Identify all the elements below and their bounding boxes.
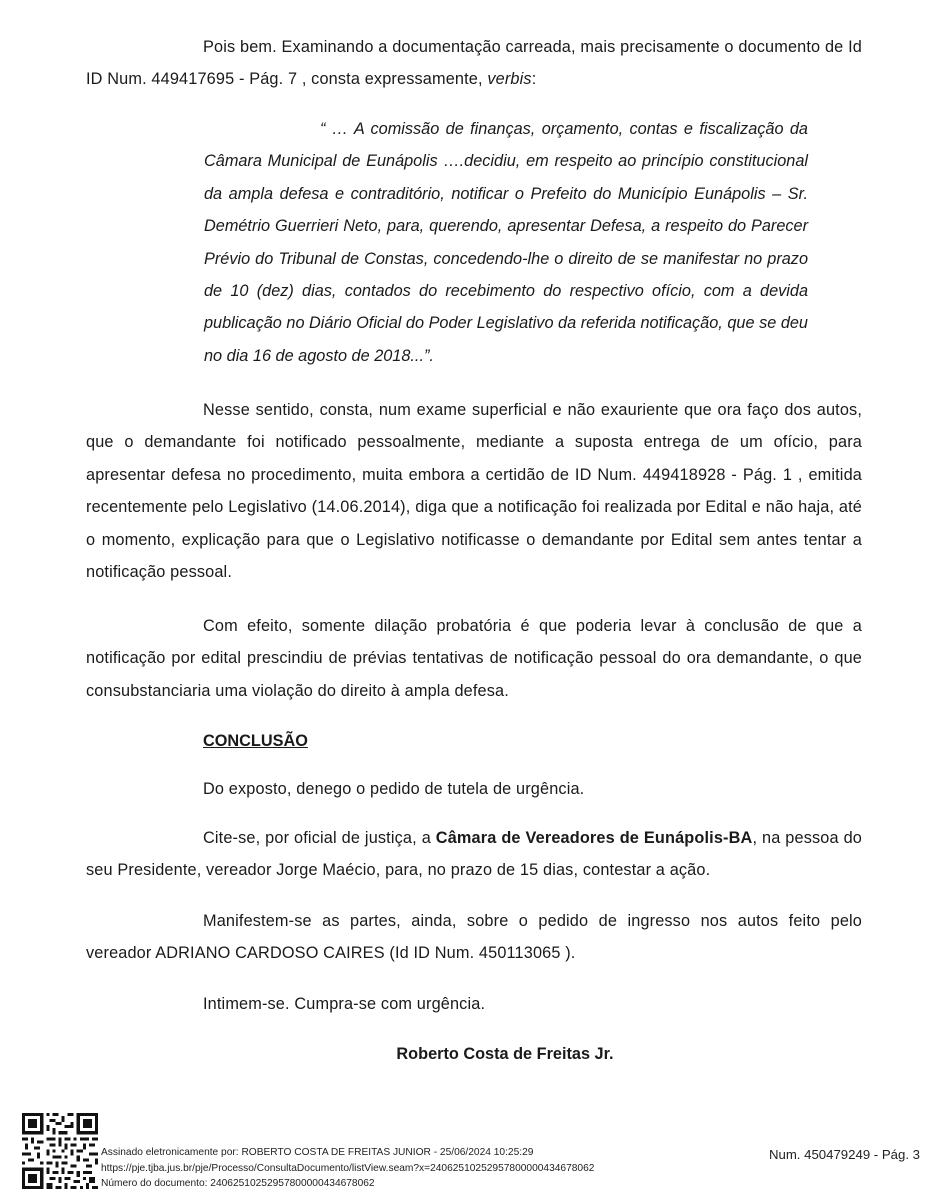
paragraph-notification: Nesse sentido, consta, num exame superficial e não exauriente que ora faço dos autos, que o demandante foi notificado pessoalmente, mediante a suposta entrega de um ofício, para apresentar defesa no procedimento, muita embora a certidão de ID Num. 449418928 - Pág. 1 , emitida recentemente pelo Legislativo (14.06.2014), diga que a notificação foi realizada por Edital e não haja, até o momento, explicação para que o Legislativo notificasse o demandante por Edital sem antes tentar a notificação pessoal.: [86, 401, 862, 582]
paragraph-citation-rest: , na pessoa do seu Presidente, vereador Jorge Maécio, para, no prazo de 15 dias, contestar a ação.: [86, 829, 863, 880]
paragraph-intimation: Intimem-se. Cumpra-se com urgência.: [203, 995, 486, 1013]
paragraph-citation: [86, 822, 862, 887]
paragraph-denial: Do exposto, denego o pedido de tutela de urgência.: [203, 780, 585, 798]
verification-url[interactable]: https://pje.tjba.jus.br/pje/Processo/ConsultaDocumento/listView.seam?x=24062510252957800000434678062: [101, 1162, 595, 1174]
judge-signature: Roberto Costa de Freitas Jr.: [396, 1045, 614, 1063]
paragraph-documentation: [86, 31, 862, 96]
qr-code-icon: [22, 1113, 98, 1189]
section-heading-conclusion: CONCLUSÃO: [203, 732, 308, 750]
document-number-line: Número do documento: 24062510252957800000434678062: [101, 1178, 375, 1189]
paragraph-citation-text: Cite-se, por oficial de justiça, a: [203, 829, 436, 847]
paragraph-documentation-text: Pois bem. Examinando a documentação carreada, mais precisamente o documento de Id ID Num. 449417695 - Pág. 7 , consta expressamente,: [86, 38, 862, 89]
page-reference: Num. 450479249 - Pág. 3: [768, 1147, 920, 1162]
paragraph-documentation-colon: :: [531, 70, 537, 89]
paragraph-parties: Manifestem-se as partes, ainda, sobre o pedido de ingresso nos autos feito pelo vereador ADRIANO CARDOSO CAIRES (Id ID Num. 450113065 ).: [86, 912, 862, 963]
block-quote: “ … A comissão de finanças, orçamento, contas e fiscalização da Câmara Municipal de Eunápolis ….decidiu, em respeito ao princípio constitucional da ampla defesa e contraditório, notificar o Prefeito do Município Eunápolis – Sr. Demétrio Guerrieri Neto, para, querendo, apresentar Defesa, a respeito do Parecer Prévio do Tribunal de Constas, concedendo-lhe o direito de se manifestar no prazo de 10 (dez) dias, contados do recebimento do respectivo ofício, com a devida publicação no Diário Oficial do Poder Legislativo da referida notificação, que se deu no dia 16 de agosto de 2018...”.: [204, 120, 808, 365]
electronic-signature-info: [101, 1145, 594, 1192]
paragraph-evidence: Com efeito, somente dilação probatória é que poderia levar à conclusão de que a notificação por edital prescindiu de prévias tentativas de notificação pessoal do ora demandante, o que consubstanciaria uma violação do direito à ampla defesa.: [86, 617, 862, 700]
verbis-term: verbis: [487, 70, 532, 89]
chamber-name: Câmara de Vereadores de Eunápolis-BA: [435, 829, 753, 847]
signed-by-line: Assinado eletronicamente por: ROBERTO COSTA DE FREITAS JUNIOR - 25/06/2024 10:25:29: [101, 1147, 534, 1158]
